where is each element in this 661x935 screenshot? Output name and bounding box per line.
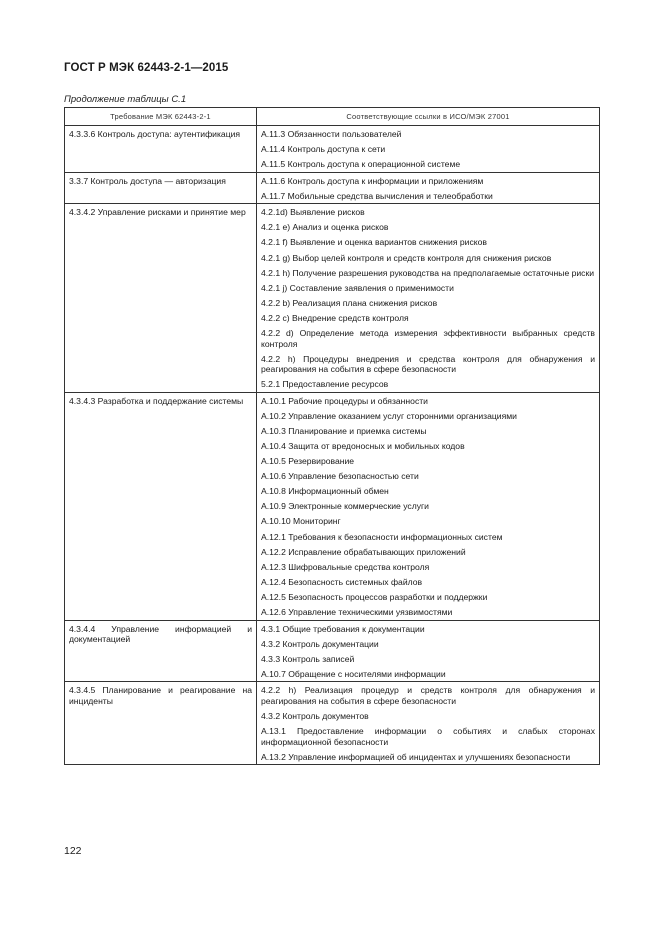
reference-item: А.12.5 Безопасность процессов разработки и поддержки [261, 591, 488, 602]
table-caption: Продолжение таблицы С.1 [64, 94, 187, 105]
references-cell [257, 172, 600, 204]
reference-item: 5.2.1 Предоставление ресурсов [261, 379, 389, 390]
references-cell [257, 392, 600, 620]
reference-item: А.10.6 Управление безопасностью сети [261, 471, 419, 482]
table-row [65, 392, 600, 620]
reference-item: А.11.4 Контроль доступа к сети [261, 144, 386, 155]
reference-item: А.12.1 Требования к безопасности информационных систем [261, 531, 503, 542]
reference-item: 4.2.1 g) Выбор целей контроля и средств контроля для снижения рисков [261, 252, 552, 263]
reference-item: 4.2.2 b) Реализация плана снижения рисков [261, 297, 438, 308]
reference-item: А.10.1 Рабочие процедуры и обязанности [261, 395, 428, 406]
column-header-references: Соответствующие ссылки в ИСО/МЭК 27001 [257, 108, 600, 126]
reference-item: А.10.8 Информационный обмен [261, 486, 389, 497]
reference-item: 4.2.2 h) Реализация процедур и средств контроля для обнаружения и реагирования на события в сфере безопасности [261, 685, 595, 706]
reference-item: 4.3.3 Контроль записей [261, 653, 355, 664]
reference-item: 4.2.1 j) Составление заявления о применимости [261, 282, 454, 293]
reference-item: 4.3.2 Контроль документации [261, 638, 379, 649]
reference-item: А.10.9 Электронные коммерческие услуги [261, 501, 429, 512]
references-cell [257, 620, 600, 682]
reference-item: 4.2.2 h) Процедуры внедрения и средства контроля для обнаружения и реагирования на события в сфере безопасности [261, 353, 595, 375]
reference-item: А.10.10 Мониторинг [261, 516, 341, 527]
table-row [65, 172, 600, 204]
reference-item: 4.2.1 h) Получение разрешения руководства на предполагаемые остаточные риски [261, 267, 595, 278]
page-number: 122 [64, 845, 82, 857]
requirements-table [64, 107, 600, 765]
requirement-cell: 4.3.4.5 Планирование и реагирование на инциденты [65, 682, 257, 765]
reference-item: 4.2.1 f) Выявление и оценка вариантов снижения рисков [261, 237, 487, 248]
reference-item: 4.2.1 е) Анализ и оценка рисков [261, 222, 389, 233]
reference-item: А.10.4 Защита от вредоносных и мобильных кодов [261, 441, 465, 451]
reference-item: А.13.2 Управление информацией об инцидентах и улучшениях безопасности [261, 751, 571, 762]
reference-item: А.12.3 Шифровальные средства контроля [261, 561, 430, 572]
document-header: ГОСТ Р МЭК 62443-2-1—2015 [64, 62, 229, 74]
reference-item: А.10.3 Планирование и приемка системы [261, 425, 427, 436]
reference-item: 4.3.1 Общие требования к документации [261, 623, 425, 634]
reference-item: А.11.6 Контроль доступа к информации и приложениям [261, 175, 484, 186]
table-row [65, 126, 600, 173]
table-header-row [65, 108, 600, 126]
reference-item: А.12.6 Управление техническими уязвимостями [261, 607, 453, 618]
table-row [65, 682, 600, 765]
requirement-cell: 3.3.7 Контроль доступа — авторизация [65, 172, 257, 204]
references-cell [257, 204, 600, 392]
table-row [65, 620, 600, 682]
references-cell [257, 682, 600, 765]
reference-item: А.12.4 Безопасность системных файлов [261, 576, 423, 587]
reference-item: А.13.1 Предоставление информации о событиях и слабых сторонах информационной безопасности [261, 726, 595, 747]
reference-item: А.11.5 Контроль доступа к операционной системе [261, 159, 461, 170]
reference-item: 4.3.2 Контроль документов [261, 710, 369, 721]
reference-item: А.11.7 Мобильные средства вычисления и телеобработки [261, 190, 493, 201]
reference-item: 4.2.1d) Выявление рисков [261, 207, 365, 218]
requirement-cell: 4.3.4.2 Управление рисками и принятие мер [65, 204, 257, 392]
reference-item: А.10.7 Обращение с носителями информации [261, 668, 446, 679]
reference-item: А.12.2 Исправление обрабатывающих приложений [261, 546, 466, 557]
references-cell [257, 126, 600, 173]
reference-item: А.11.3 Обязанности пользователей [261, 129, 402, 139]
requirement-cell: 4.3.4.3 Разработка и поддержание системы [65, 392, 257, 620]
table-row [65, 204, 600, 392]
reference-item: А.10.2 Управление оказанием услуг сторонними организациями [261, 410, 517, 421]
reference-item: 4.2.2 с) Внедрение средств контроля [261, 312, 409, 323]
reference-item: А.10.5 Резервирование [261, 456, 355, 467]
reference-item: 4.2.2 d) Определение метода измерения эффективности выбранных средств контроля [261, 328, 595, 349]
column-header-requirement: Требование МЭК 62443-2-1 [65, 108, 257, 126]
requirement-cell: 4.3.4.4 Управление информацией и документацией [65, 620, 257, 682]
requirement-cell: 4.3.3.6 Контроль доступа: аутентификация [65, 126, 257, 173]
